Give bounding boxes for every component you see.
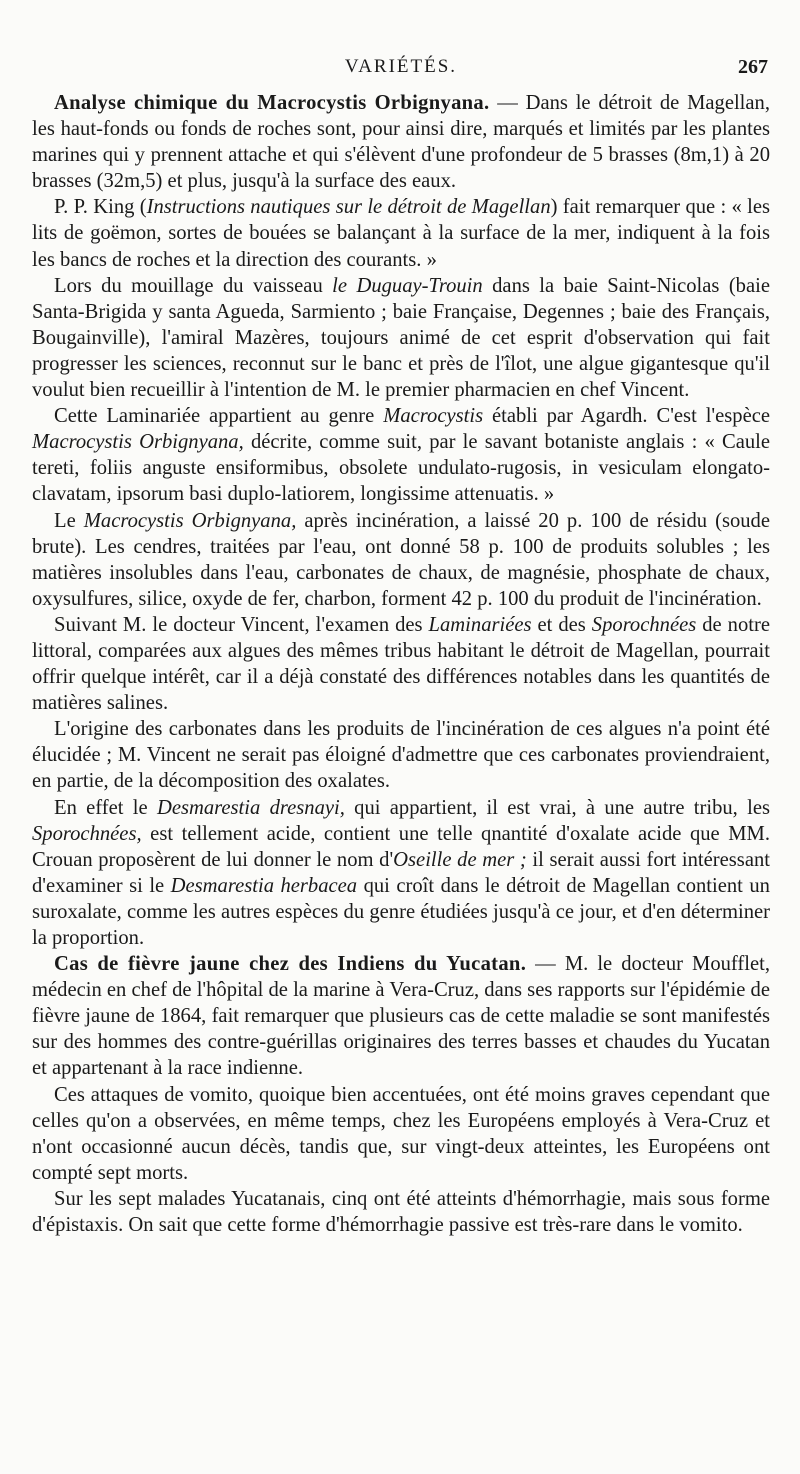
running-head — [32, 56, 770, 84]
paragraph — [32, 612, 770, 716]
italic-species: Desmarestia herbacea — [170, 874, 358, 897]
paragraph-text: Le — [54, 509, 84, 532]
paragraph-text: — Dans le détroit de Magellan, les haut-fonds ou fonds de roches sont, pour ainsi dire, marqués et limités par les plantes marines qui y prennent attache et qui s'élèvent d'une profondeur de 5 brasses (8m,1) à 20 brasses (32m,5) et plus, jusqu'à la surface des eaux. — [32, 92, 770, 193]
paragraph — [32, 90, 770, 194]
paragraph-text: Lors du mouillage du vaisseau — [54, 274, 333, 297]
paragraph-text: Ces attaques de vomito, quoique bien accentuées, ont été moins graves cependant que celles qu'on a observées, en même temps, chez les Européens employés à Vera-Cruz et n'ont occasionné aucun décès, tandis que, sur vingt-deux atteintes, les Européens ont compté sept morts. — [32, 1083, 770, 1184]
paragraph-text: dans la baie Saint-Nicolas (baie Santa-Brigida y santa Agueda, Sarmiento ; baie Française, Degennes ; baie des Français, Bougainville), l'amiral Mazères, toujours animé de cet esprit d'observation qui fait progresser les sciences, reconnut sur le banc et près de l'îlot, une algue gigantesque qu'il voulut bien recueillir à l'intention de M. le premier pharmacien en chef Vincent. — [32, 274, 770, 402]
page-number: 267 — [738, 56, 768, 78]
body-text — [32, 90, 770, 1238]
running-title: VARIÉTÉS. — [344, 56, 458, 77]
paragraph-text: après incinération, a laissé 20 p. 100 de résidu (soude brute). Les cendres, traitées par l'eau, ont donné 58 p. 100 de produits solubles ; les matières insolubles dans l'eau, carbonates de chaux, de magnésie, phosphate de chaux, oxysulfures, silice, oxyde de fer, charbon, forment 42 p. 100 du produit de l'incinération. — [32, 509, 770, 610]
italic-family: Sporochnées — [591, 613, 697, 636]
paragraph — [32, 403, 770, 507]
italic-ship-name: le Duguay-Trouin — [332, 274, 483, 297]
paragraph — [32, 951, 770, 1081]
paragraph-text: Sur les sept malades Yucatanais, cinq ont été atteints d'hémorrhagie, mais sous forme d'épistaxis. On sait que cette forme d'hémorrhagie passive est très-rare dans le vomito. — [32, 1187, 770, 1237]
paragraph-text: il serait aussi fort intéressant d'examiner si le — [32, 848, 770, 897]
paragraph — [32, 795, 770, 952]
paragraph-text: Suivant M. le docteur Vincent, l'examen des — [54, 613, 429, 636]
paragraph-text: En effet le — [54, 796, 157, 819]
paragraph-text: et des — [531, 613, 592, 636]
paragraph — [32, 194, 770, 272]
paragraph — [32, 508, 770, 612]
paragraph — [32, 273, 770, 403]
paragraph-text: L'origine des carbonates dans les produits de l'incinération de ces algues n'a point été élucidée ; M. Vincent ne serait pas éloigné d'admettre que ces carbonates proviendraient, en partie, de la décomposition des oxalates. — [32, 718, 770, 793]
paragraph — [32, 716, 770, 794]
paragraph-text: P. P. King ( — [54, 196, 147, 219]
paragraph-text: qui appartient, il est vrai, à une autre tribu, les — [344, 796, 770, 819]
paragraph-text: établi par Agardh. C'est l'espèce — [483, 405, 770, 428]
italic-title: Instructions nautiques sur le détroit de Magellan — [146, 196, 551, 219]
italic-species: Macrocystis Orbignyana, — [83, 509, 297, 532]
paragraph-text: ) fait remarquer que : « les lits de goëmon, sortes de bouées se balançant à la surface de la mer, indiquent à la fois les bancs de roches et la direction des courants. » — [32, 196, 770, 271]
paragraph — [32, 1082, 770, 1186]
section-heading: Analyse chimique du Macrocystis Orbignyana. — [54, 92, 490, 114]
paragraph-text: est tellement acide, contient une telle qnantité d'oxalate acide que MM. Crouan proposèrent de lui donner le nom d' — [32, 822, 770, 871]
section-heading: Cas de fièvre jaune chez des Indiens du Yucatan. — [54, 953, 527, 976]
italic-genus: Macrocystis — [383, 405, 484, 428]
italic-family: Sporochnées, — [32, 822, 142, 845]
italic-species: Macrocystis Orbignyana, — [32, 431, 244, 454]
paragraph-text: décrite, comme suit, par le savant botaniste anglais : « Caule tereti, foliis anguste ensiformibus, obsolete undulato-rugosis, in vesiculam elongato-clavatam, ipsorum basi duplo-latiorem, longissime attenuatis. » — [32, 431, 771, 506]
paragraph-text: de notre littoral, comparées aux algues des mêmes tribus habitant le détroit de Magellan, pourrait offrir quelque intérêt, car il a déjà constaté des différences notables dans les quantités de matières salines. — [32, 613, 770, 715]
paragraph — [32, 1186, 770, 1238]
italic-common-name: Oseille de mer ; — [393, 848, 527, 871]
paragraph-text: — M. le docteur Moufflet, médecin en chef de l'hôpital de la marine à Vera-Cruz, dans ses rapports sur l'épidémie de fièvre jaune de 1864, fait remarquer que plusieurs cas de cette maladie se sont manifestés sur des hommes des contre-guérillas originaires des terres basses et chaudes du Yucatan et appartenant à la race indienne. — [32, 953, 770, 1080]
paragraph-text: qui croît dans le détroit de Magellan contient un suroxalate, comme les autres espèces du genre étudiées jusqu'à ce jour, et d'en déterminer la proportion. — [32, 874, 770, 949]
italic-family: Laminariées — [428, 613, 532, 636]
italic-species: Desmarestia dresnayi, — [156, 796, 345, 819]
paragraph-text: Cette Laminariée appartient au genre — [54, 405, 384, 428]
